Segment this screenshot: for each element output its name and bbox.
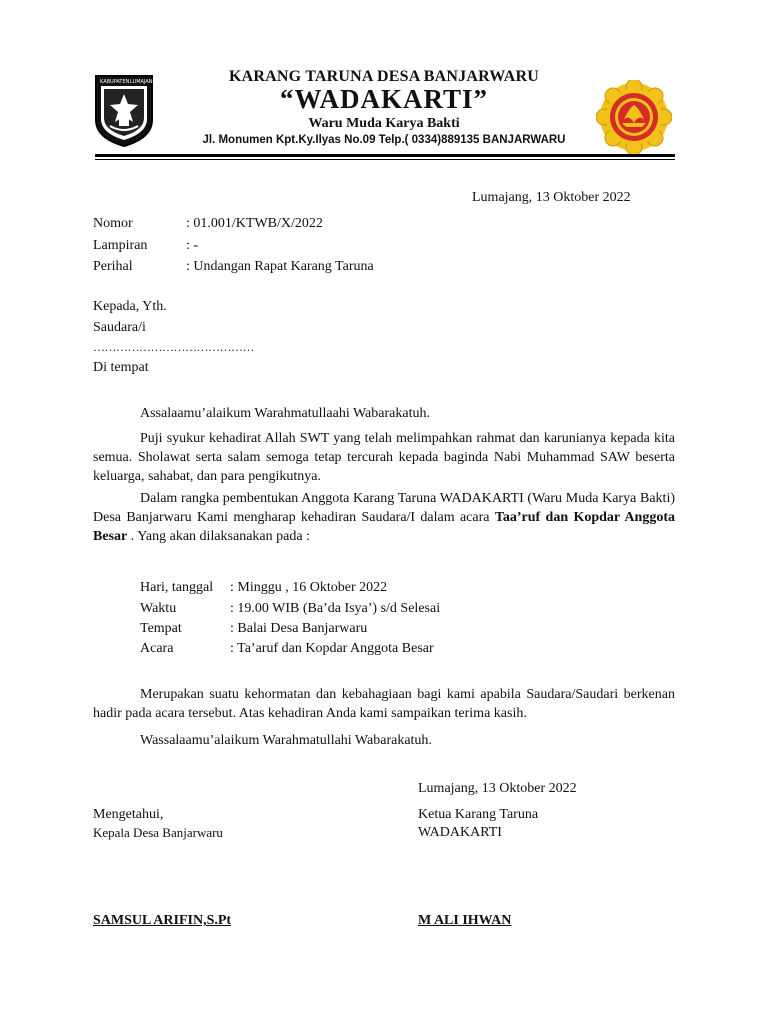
- org-subtitle: Waru Muda Karya Bakti: [308, 116, 460, 131]
- recipient-line-1: Kepada, Yth.: [93, 299, 167, 314]
- sign-date: Lumajang, 13 Oktober 2022: [418, 781, 577, 796]
- sign-left-line-1: Mengetahui,: [93, 807, 164, 822]
- sign-left-name: SAMSUL ARIFIN,S.Pt: [93, 913, 232, 928]
- meta-label-perihal: Perihal: [93, 259, 133, 274]
- logo-left-text-left: KABUPATEN: [100, 79, 130, 85]
- event-label-hari: Hari, tanggal: [140, 580, 214, 595]
- org-title: KARANG TARUNA DESA BANJARWARU: [228, 68, 539, 85]
- sign-left-line-2: Kepala Desa Banjarwaru: [93, 825, 223, 840]
- recipient-line-4: Di tempat: [93, 360, 149, 375]
- recipient-line-2: Saudara/i: [93, 320, 146, 335]
- paragraph-2: [93, 489, 675, 546]
- event-label-tempat: Tempat: [140, 621, 182, 636]
- meta-label-lampiran: Lampiran: [93, 238, 148, 253]
- sign-right-name: M ALI IHWAN: [418, 913, 512, 928]
- paragraph-2-text-a: Dalam rangka pembentukan Anggota Karang Taruna WADAKARTI (Waru Muda Karya Bakti) Desa Banjarwaru Kami mengharap kehadiran Saudara/I dalam acara: [93, 491, 675, 525]
- paragraph-2-bold: Taa’ruf dan Kopdar Anggota Besar: [93, 510, 675, 544]
- recipient-dotted-line: ……………………………………: [93, 340, 254, 354]
- closing: Wassalaamu’alaikum Warahmatullahi Wabarakatuh.: [140, 733, 432, 748]
- paragraph-1: Puji syukur kehadirat Allah SWT yang telah melimpahkan rahmat dan karunianya kepada kita semua. Sholawat serta salam semoga tetap tercurah kepada baginda Nabi Muhammad SAW beserta keluarga, sahabat, dan para pengikutnya.: [93, 431, 675, 484]
- letter-date: Lumajang, 13 Oktober 2022: [472, 190, 631, 205]
- paragraph-3: Merupakan suatu kehormatan dan kebahagiaan bagi kami apabila Saudara/Saudari berkenan hadir pada acara tersebut. Atas kehadiran Anda kami sampaikan terima kasih.: [93, 687, 675, 721]
- event-value-tempat: : Balai Desa Banjarwaru: [230, 621, 368, 636]
- event-value-waktu: : 19.00 WIB (Ba’da Isya’) s/d Selesai: [230, 601, 441, 616]
- org-address: Jl. Monumen Kpt.Ky.Ilyas No.09 Telp.( 0334)889135 BANJARWARU: [202, 134, 566, 146]
- event-value-acara: : Ta’aruf dan Kopdar Anggota Besar: [230, 641, 434, 656]
- header-rule-thin: [95, 159, 675, 160]
- meta-value-lampiran: : -: [186, 238, 199, 253]
- logo-left-text-right: LUMAJANG: [130, 79, 156, 85]
- event-value-hari: : Minggu , 16 Oktober 2022: [230, 580, 388, 595]
- meta-value-nomor: : 01.001/KTWB/X/2022: [186, 216, 323, 231]
- org-name: “WADAKARTI”: [279, 84, 489, 114]
- greeting: Assalaamu’alaikum Warahmatullaahi Wabarakatuh.: [140, 406, 430, 421]
- paragraph-2-text-b: . Yang akan dilaksanakan pada :: [127, 529, 310, 544]
- meta-label-nomor: Nomor: [93, 216, 133, 231]
- sign-right-line-2: WADAKARTI: [418, 825, 502, 840]
- meta-value-perihal: : Undangan Rapat Karang Taruna: [186, 259, 374, 274]
- sign-right-line-1: Ketua Karang Taruna: [418, 807, 539, 822]
- event-label-waktu: Waktu: [140, 601, 177, 616]
- header-rule-thick: [95, 154, 675, 157]
- event-label-acara: Acara: [140, 641, 174, 656]
